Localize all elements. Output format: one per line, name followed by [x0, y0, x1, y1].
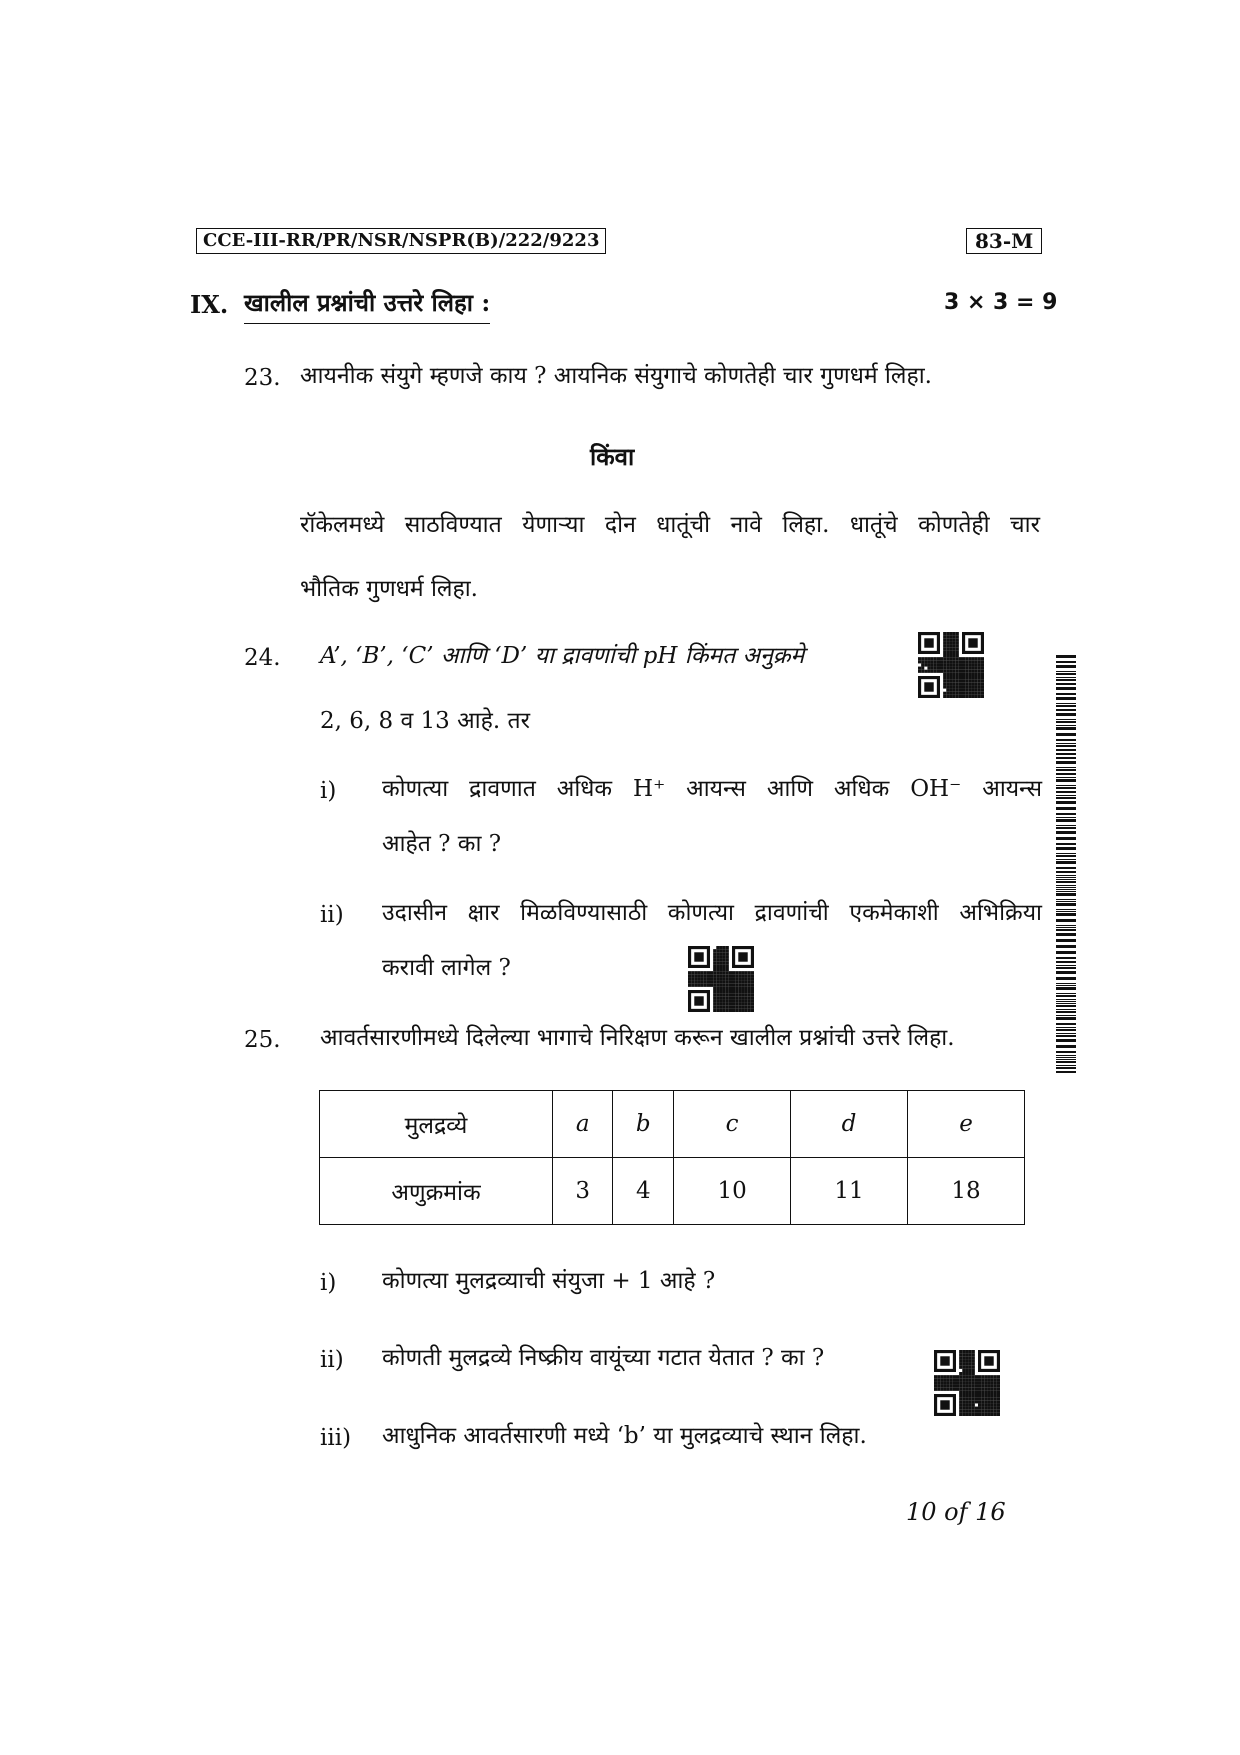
atomic-number-d: 11 — [791, 1158, 908, 1225]
q25-part2-label: ii) — [320, 1347, 344, 1373]
element-d: d — [791, 1091, 908, 1158]
q24-number: 24. — [244, 645, 281, 671]
table-header-atomic-number: अणुक्रमांक — [320, 1158, 553, 1225]
element-a: a — [553, 1091, 613, 1158]
barcode-icon — [1056, 655, 1076, 1075]
q24-part2-line1: उदासीन क्षार मिळविण्यासाठी कोणत्या द्रावणांची एकमेकाशी अभिक्रिया — [382, 900, 1042, 926]
table-row — [320, 1158, 1025, 1225]
q24-part2-line2: करावी लागेल ? — [382, 955, 511, 981]
q24-part1-line2: आहेत ? का ? — [382, 831, 502, 857]
page-number: 10 of 16 — [906, 1498, 1006, 1526]
atomic-number-e: 18 — [908, 1158, 1025, 1225]
qr-code-icon — [918, 632, 984, 698]
q25-part1-label: i) — [320, 1270, 337, 1296]
q25-text: आवर्तसारणीमध्ये दिलेल्या भागाचे निरिक्षण करून खालील प्रश्नांची उत्तरे लिहा. — [320, 1025, 955, 1051]
q23-text: आयनीक संयुगे म्हणजे काय ? आयनिक संयुगाचे कोणतेही चार गुणधर्म लिहा. — [300, 363, 932, 389]
q25-part2-text: कोणती मुलद्रव्ये निष्क्रीय वायूंच्या गटात येतात ? का ? — [382, 1345, 825, 1371]
q24-part2-label: ii) — [320, 902, 344, 928]
table-header-elements: मुलद्रव्ये — [320, 1091, 553, 1158]
q24-line1 — [320, 643, 804, 671]
section-number: IX. — [190, 290, 229, 319]
q24-line2: 2, 6, 8 व 13 आहे. तर — [320, 708, 530, 734]
q24-part1-label: i) — [320, 778, 337, 804]
q23-alt-line2: भौतिक गुणधर्म लिहा. — [300, 576, 478, 602]
element-e: e — [908, 1091, 1025, 1158]
q24-line1-text: A’, ‘B’, ‘C’ आणि ‘D’ या द्रावणांची pH किंमत अनुक्रमे — [320, 643, 805, 669]
elements-table — [319, 1090, 1025, 1225]
q23-alt-line1: रॉकेलमध्ये साठविण्यात येणाऱ्या दोन धातूंची नावे लिहा. धातूंचे कोणतेही चार — [300, 512, 1040, 538]
section-title: खालील प्रश्नांची उत्तरे लिहा : — [244, 286, 490, 324]
atomic-number-b: 4 — [613, 1158, 674, 1225]
section-marks: 3 × 3 = 9 — [944, 290, 1058, 315]
paper-number-label: 83-M — [966, 228, 1042, 254]
q25-part1-text: कोणत्या मुलद्रव्याची संयुजा + 1 आहे ? — [382, 1268, 716, 1294]
q25-number: 25. — [244, 1027, 281, 1053]
qr-code-icon — [934, 1350, 1000, 1416]
or-label: किंवा — [590, 442, 635, 471]
q23-number: 23. — [244, 365, 281, 391]
atomic-number-a: 3 — [553, 1158, 613, 1225]
q24-part1-line1: कोणत्या द्रावणात अधिक H⁺ आयन्स आणि अधिक OH⁻ आयन्स — [382, 776, 1042, 802]
element-c: c — [674, 1091, 791, 1158]
atomic-number-c: 10 — [674, 1158, 791, 1225]
q25-part3-label: iii) — [320, 1425, 352, 1451]
q25-part3-text: आधुनिक आवर्तसारणी मध्ये ‘b’ या मुलद्रव्याचे स्थान लिहा. — [382, 1423, 867, 1449]
table-row — [320, 1091, 1025, 1158]
paper-code-label: CCE-III-RR/PR/NSR/NSPR(B)/222/9223 — [196, 228, 606, 254]
qr-code-icon — [688, 946, 754, 1012]
element-b: b — [613, 1091, 674, 1158]
